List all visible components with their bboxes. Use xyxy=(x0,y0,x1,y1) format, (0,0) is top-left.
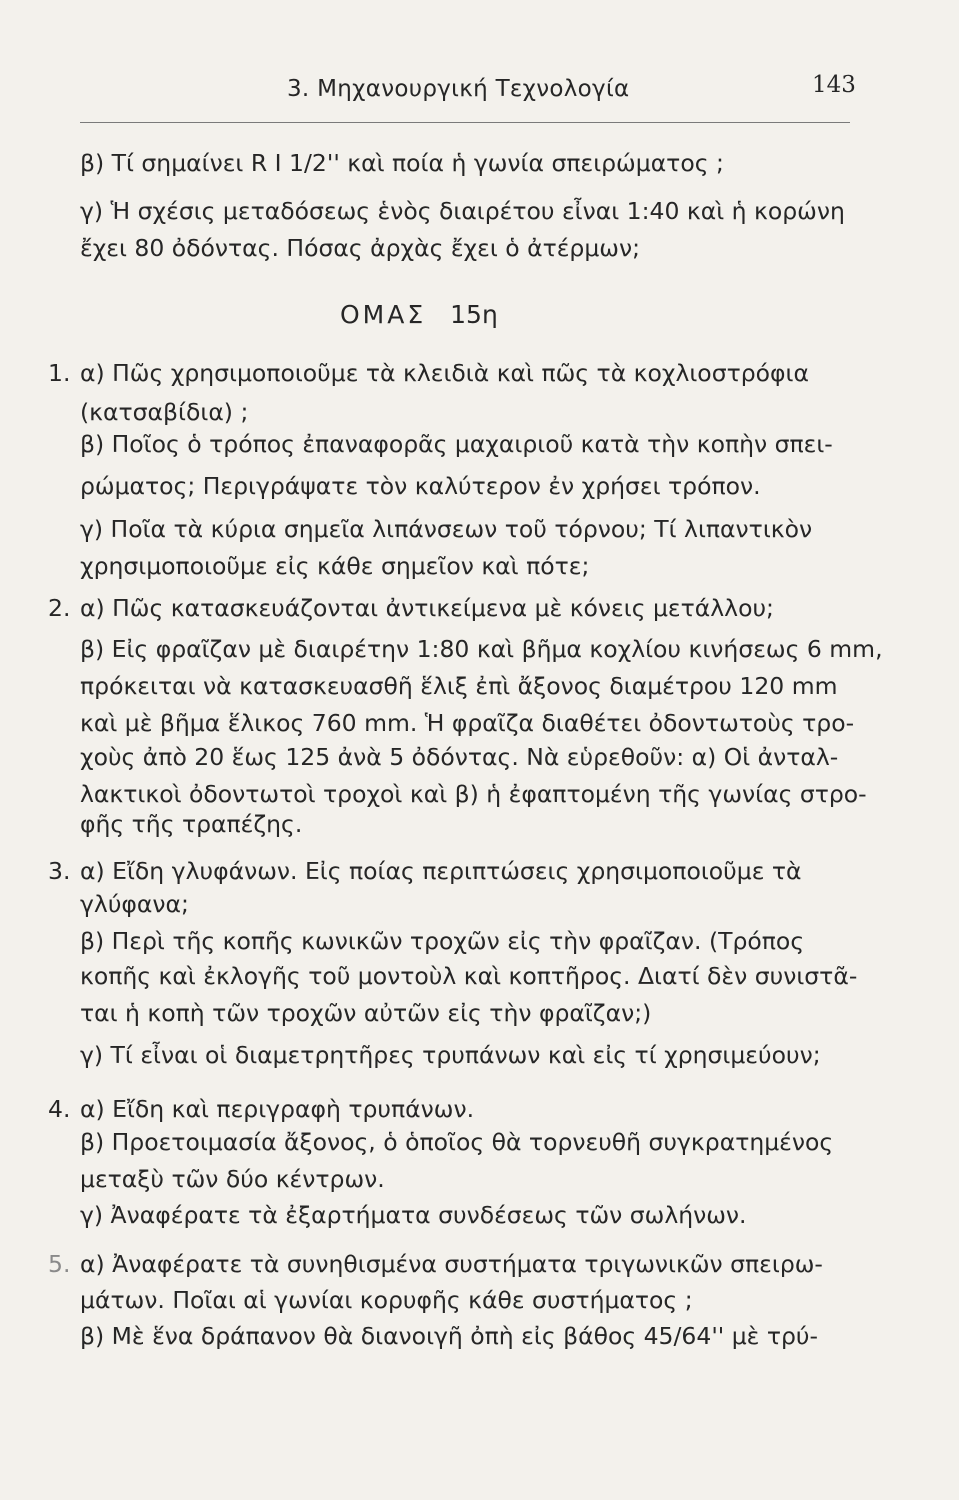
text-line: α) Πῶς χρησιμοποιοῦμε τὰ κλειδιὰ καὶ πῶς τὰ κοχλιοστρόφια xyxy=(80,359,809,387)
text-line: α) Ἀναφέρατε τὰ συνηθισμένα συστήματα τριγωνικῶν σπειρω- xyxy=(80,1250,823,1278)
text-line: (κατσαβίδια) ; xyxy=(80,398,249,426)
group-number: 15η xyxy=(450,300,498,329)
text-line: γ) Ποῖα τὰ κύρια σημεῖα λιπάνσεων τοῦ τόρνου; Τί λιπαντικὸν xyxy=(80,515,813,543)
question-number: 3. xyxy=(48,857,71,885)
question-number: 4. xyxy=(48,1095,71,1123)
text-line: λακτικοὶ ὀδοντωτοὶ τροχοὶ καὶ β) ἡ ἐφαπτομένη τῆς γωνίας στρο- xyxy=(80,780,867,808)
text-line: α) Εἴδη καὶ περιγραφὴ τρυπάνων. xyxy=(80,1095,475,1123)
text-line: ἔχει 80 ὀδόντας. Πόσας ἀρχὰς ἔχει ὁ ἀτέρμων; xyxy=(80,234,641,262)
header-rule xyxy=(80,122,850,123)
question-number: 1. xyxy=(48,359,71,387)
text-line: μεταξὺ τῶν δύο κέντρων. xyxy=(80,1165,385,1193)
text-line: καὶ μὲ βῆμα ἕλικος 760 mm. Ἡ φραῖζα διαθέτει ὀδοντωτοὺς τρο- xyxy=(80,709,855,737)
text-line: κοπῆς καὶ ἐκλογῆς τοῦ μοντοὺλ καὶ κοπτῆρος. Διατί δὲν συνιστᾶ- xyxy=(80,962,858,990)
text-line: ται ἡ κοπὴ τῶν τροχῶν αὐτῶν εἰς τὴν φραῖζαν;) xyxy=(80,999,652,1027)
page-header xyxy=(0,70,959,110)
text-line: β) Εἰς φραῖζαν μὲ διαιρέτην 1:80 καὶ βῆμα κοχλίου κινήσεως 6 mm, xyxy=(80,635,883,663)
text-line: χοὺς ἀπὸ 20 ἕως 125 ἀνὰ 5 ὀδόντας. Νὰ εὑρεθοῦν: α) Οἱ ἀνταλ- xyxy=(80,743,839,771)
group-label: ΟΜΑΣ xyxy=(340,300,427,329)
text-line: γ) Τί εἶναι οἱ διαμετρητῆρες τρυπάνων καὶ εἰς τί χρησιμεύουν; xyxy=(80,1041,821,1069)
text-line: α) Εἴδη γλυφάνων. Εἰς ποίας περιπτώσεις χρησιμοποιοῦμε τὰ xyxy=(80,857,802,885)
text-line: γ) Ἡ σχέσις μεταδόσεως ἑνὸς διαιρέτου εἶναι 1:40 καὶ ἡ κορώνη xyxy=(80,197,845,225)
text-line: γλύφανα; xyxy=(80,890,189,918)
question-number: 5. xyxy=(48,1250,71,1278)
text-line: α) Πῶς κατασκευάζονται ἀντικείμενα μὲ κόνεις μετάλλου; xyxy=(80,594,774,622)
text-line: β) Ποῖος ὁ τρόπος ἐπαναφορᾶς μαχαιριοῦ κατὰ τὴν κοπὴν σπει- xyxy=(80,430,833,458)
text-line: β) Τί σημαίνει R I 1/2'' καὶ ποία ἡ γωνία σπειρώματος ; xyxy=(80,149,724,177)
text-line: β) Προετοιμασία ἄξονος, ὁ ὁποῖος θὰ τορνευθῆ συγκρατημένος xyxy=(80,1128,834,1156)
text-line: χρησιμοποιοῦμε εἰς κάθε σημεῖον καὶ πότε; xyxy=(80,552,590,580)
running-title: 3. Μηχανουργική Τεχνολογία xyxy=(287,76,630,102)
text-line: β) Περὶ τῆς κοπῆς κωνικῶν τροχῶν εἰς τὴν φραῖζαν. (Τρόπος xyxy=(80,927,805,955)
group-heading xyxy=(340,300,498,329)
text-line: β) Μὲ ἕνα δράπανον θὰ διανοιγῆ ὀπὴ εἰς βάθος 45/64'' μὲ τρύ- xyxy=(80,1322,818,1350)
page-number: 143 xyxy=(812,72,856,98)
question-number: 2. xyxy=(48,594,71,622)
text-line: μάτων. Ποῖαι αἱ γωνίαι κορυφῆς κάθε συστήματος ; xyxy=(80,1286,693,1314)
text-line: φῆς τῆς τραπέζης. xyxy=(80,810,303,838)
text-line: πρόκειται νὰ κατασκευασθῆ ἕλιξ ἐπὶ ἄξονος διαμέτρου 120 mm xyxy=(80,672,838,700)
text-line: γ) Ἀναφέρατε τὰ ἐξαρτήματα συνδέσεως τῶν σωλήνων. xyxy=(80,1201,747,1229)
text-line: ρώματος; Περιγράψατε τὸν καλύτερον ἐν χρήσει τρόπον. xyxy=(80,472,761,500)
